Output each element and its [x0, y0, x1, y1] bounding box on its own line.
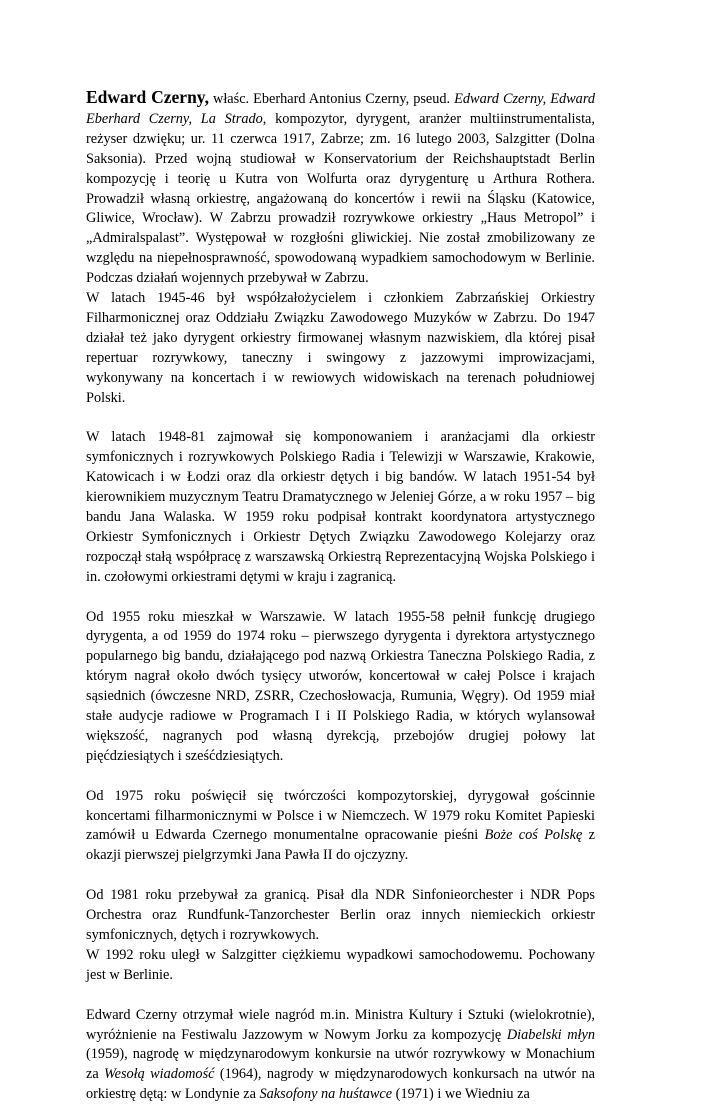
- bio-paragraph-1: [86, 88, 595, 289]
- paragraph-gap: [86, 409, 595, 429]
- text-run: (1964), nagrody w międzynarodowych konkursach na utwór na orkiestrę dętą: w Londynie za: [86, 1066, 596, 1103]
- bio-paragraph-8: [86, 1006, 595, 1105]
- text-run: właśc. Eberhard Antonius Czerny, pseud.: [208, 91, 455, 107]
- paragraph-gap: [86, 986, 595, 1006]
- bio-paragraph-6: Od 1981 roku przebywał za granicą. Pisał dla NDR Sinfonieorchester i NDR Pops Orchestra oraz Rundfunk-Tanzorchester Berlin oraz innych niemieckich orkiestr symfonicznych, dętych i rozrywkowych.: [86, 887, 595, 943]
- text-run: (1971) i we Wiedniu za: [392, 1086, 530, 1103]
- work-title: Wesołą wiadomość: [104, 1066, 215, 1083]
- text-run: z okazji pierwszej pielgrzymki Jana Pawła II do ojczyzny.: [86, 827, 595, 864]
- text-run: Edward Czerny otrzymał wiele nagród m.in. Ministra Kultury i Sztuki (wielokrotnie), wyróżnienie na Festiwalu Jazzowym w Nowym Jorku za kompozycję: [86, 1006, 595, 1043]
- pseudonyms: Edward Czerny, Edward Eberhard Czerny, La Strado: [86, 91, 596, 127]
- person-name: Edward Czerny,: [86, 87, 209, 107]
- work-title: Boże coś Polskę: [484, 827, 583, 844]
- bio-paragraph-3: W latach 1948-81 zajmował się komponowaniem i aranżacjami dla orkiestr symfonicznych i rozrywkowych Polskiego Radia i Telewizji w Warszawie, Krakowie, Katowicach i w Łodzi oraz dla orkiestr dętych i big bandów. W latach 1951-54 był kierownikiem muzycznym Teatru Dramatycznego w Jeleniej Górze, a w roku 1957 – big bandu Jana Walaska. W 1959 roku podpisał kontrakt koordynatora artystycznego Orkiestr Symfonicznych i Orkiestr Dętych Związku Zawodowego Kolejarzy oraz rozpoczął stałą współpracę z warszawską Orkiestrą Reprezentacyjną Wojska Polskiego i in. czołowymi orkiestrami dętymi w kraju i zagranicą.: [86, 429, 595, 585]
- bio-paragraph-2: W latach 1945-46 był współzałożycielem i członkiem Zabrzańskiej Orkiestry Filharmonicznej oraz Oddziału Związku Zawodowego Muzyków w Zabrzu. Do 1947 działał też jako dyrygent orkiestry firmowanej własnym nazwiskiem, dla której pisał repertuar rozrywkowy, taneczny i swingowy z jazzowymi improwizacjami, wykonywany na koncertach i w rewiowych widowiskach na terenach południowej Polski.: [86, 290, 595, 406]
- text-run: , kompozytor, dyrygent, aranżer multiinstrumentalista, reżyser dzwięku; ur. 11 czerwca 1917, Zabrze; zm. 16 lutego 2003, Salzgitter (Dolna Saksonia). Przed wojną studiował w Konservatorium der Reichshauptstadt Berlin kompozycję i teorię u Kutra von Wolfurta oraz dyrygenturę u Arthura Rothera. Prowadził własną orkiestrę, angażowaną do koncertów i rewii na Śląsku (Katowice, Gliwice, Wrocław). W Zabrzu prowadził rozrywkowe orkiestry „Haus Metropol” i „Admiralspalast”. Występował w rozgłośni gliwickiej. Nie został zmobilizowany ze względu na niepełnosprawność, spowodowaną wypadkiem samochodowym w Berlinie. Podczas działań wojennych przebywał w Zabrzu.: [86, 110, 595, 287]
- work-title: Diabelski młyn: [506, 1026, 595, 1043]
- bio-paragraph-7: W 1992 roku uległ w Salzgitter ciężkiemu wypadkowi samochodowemu. Pochowany jest w Berlinie.: [86, 946, 595, 983]
- bio-paragraph-5: [86, 787, 595, 867]
- paragraph-gap: [86, 866, 595, 886]
- work-title: Saksofony na huśtawce: [259, 1086, 393, 1103]
- paragraph-gap: [86, 588, 595, 608]
- bio-paragraph-4: Od 1955 roku mieszkał w Warszawie. W latach 1955-58 pełnił funkcję drugiego dyrygenta, a od 1959 do 1974 roku – pierwszego dyrygenta i dyrektora artystycznego popularnego big bandu, działającego pod nazwą Orkiestra Taneczna Polskiego Radia, z którym nagrał około dwóch tysięcy utworów, koncertował w całej Polsce i krajach sąsiednich (ówczesne NRD, ZSRR, Czechosłowacja, Rumunia, Węgry). Od 1959 miał stałe audycje radiowe w Programach I i II Polskiego Radia, w których wylansował większość, nagranych pod własną dyrekcją, przebojów drugiej połowy lat pięćdziesiątych i sześćdziesiątych.: [86, 608, 595, 764]
- document-page: [86, 88, 595, 1105]
- text-run: Od 1975 roku poświęcił się twórczości kompozytorskiej, dyrygował gościnnie koncertami filharmonicznymi w Polsce i w Niemczech. W 1979 roku Komitet Papieski zamówił u Edwarda Czernego monumentalne opracowanie pieśni: [86, 787, 595, 844]
- paragraph-gap: [86, 767, 595, 787]
- text-run: (1959), nagrodę w międzynarodowym konkursie na utwór rozrywkowy w Monachium za: [86, 1046, 595, 1083]
